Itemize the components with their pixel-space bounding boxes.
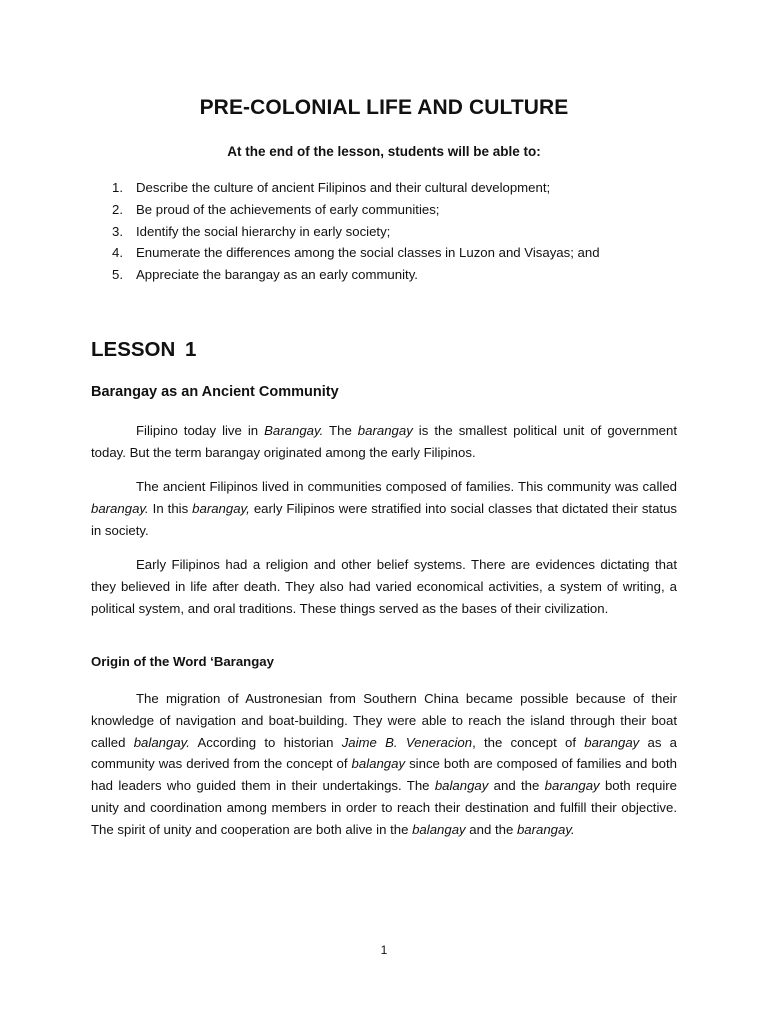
page-number: 1 [380,943,388,957]
italic-term: balangay [351,756,406,772]
objectives-list [91,177,677,286]
paragraph-1 [91,420,677,464]
objective-item [91,264,677,286]
text-run: is the smallest political unit of government today. But the term barangay originated among the early Filipinos. [91,423,677,460]
text-run: Early Filipinos had a religion and other belief systems. There are evidences dictating that they believed in life after death. They also had varied economical activities, a system of writing, a political system, and oral traditions. These things served as the bases of their civilization. [91,557,677,616]
text-run: early Filipinos were stratified into social classes that dictated their status in society. [91,500,677,538]
italic-term: barangay. [516,821,575,837]
text-run: The migration of Austronesian from Southern China became possible because of their knowledge of navigation and boat-building. They were able to reach the island through their boat called [91,691,677,750]
text-run: In this [148,500,193,516]
text-run: The ancient Filipinos lived in communities composed of families. This community was called [136,479,677,494]
objective-number: 4. [112,245,123,261]
text-run: and the [465,821,517,837]
text-run: and the [488,778,545,794]
objective-item [91,177,677,199]
text-run: According to historian [189,734,342,750]
objective-item [91,221,677,243]
objectives-intro: At the end of the lesson, students will be able to: [227,144,541,159]
text-run: The [323,423,358,438]
objective-text: Be proud of the achievements of early communities; [136,201,440,217]
italic-term: balangay. [133,734,190,750]
subheading: Origin of the Word ‘Barangay [91,654,274,669]
italic-term: balangay [434,778,489,794]
paragraph-3 [91,554,677,619]
paragraph-2 [91,476,677,541]
objective-item [91,199,677,221]
italic-term: barangay. [91,500,149,516]
italic-term: Barangay. [264,423,324,438]
document-title: PRE-COLONIAL LIFE AND CULTURE [199,96,569,119]
objective-text: Enumerate the differences among the social classes in Luzon and Visayas; and [136,245,600,261]
italic-term: barangay [357,423,413,438]
italic-term: barangay [584,734,640,750]
text-run: Filipino today live in [136,423,265,438]
italic-term: barangay [544,778,600,794]
objective-text: Describe the culture of ancient Filipinos and their cultural development; [136,180,551,195]
italic-term: barangay, [192,500,250,516]
italic-term: balangay [412,821,466,837]
objective-number: 5. [112,267,123,283]
objective-number: 2. [112,201,123,217]
text-run: both require unity and coordination among members in order to reach their destination and fulfill their objective. The spirit of unity and cooperation are both alive in the [91,778,678,837]
objective-text: Appreciate the barangay as an early community. [136,267,418,283]
objective-item [91,242,677,264]
objective-number: 1. [112,180,123,195]
paragraph-4 [91,688,677,841]
objective-text: Identify the social hierarchy in early society; [136,223,391,239]
section-heading: Barangay as an Ancient Community [91,384,339,400]
lesson-heading: LESSON 1 [91,338,197,361]
objective-number: 3. [112,223,123,239]
italic-term: Jaime B. Veneracion [341,734,473,750]
text-run: since both are composed of families and both had leaders who guided them in their undertakings. The [91,756,677,794]
text-run: , the concept of [472,734,585,750]
text-run: as a community was derived from the concept of [91,734,678,772]
